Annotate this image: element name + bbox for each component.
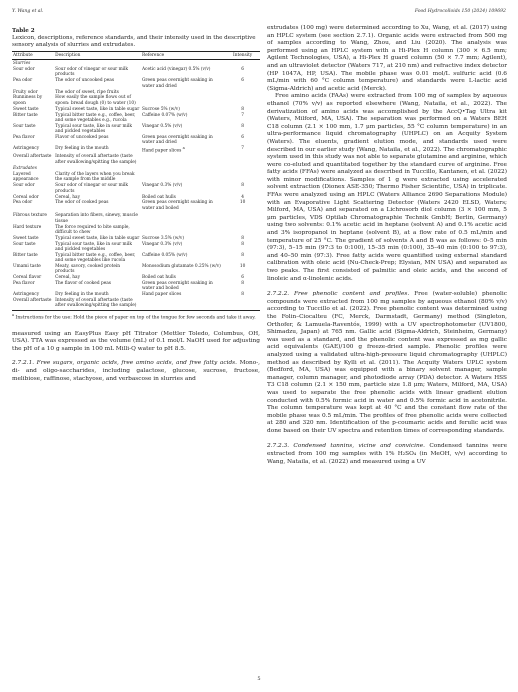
cell-reference: [141, 172, 225, 183]
cell-intensity: [225, 264, 260, 275]
table-row: [12, 183, 260, 194]
table-row: [12, 123, 260, 134]
cell-intensity: [225, 211, 260, 224]
left-column: [12, 28, 260, 383]
cell-description: [54, 298, 141, 311]
cell-reference: [141, 211, 225, 224]
table-section-row: [12, 60, 260, 67]
cell-reference-text: Green peas overnight soaking in water and boiled: [141, 200, 213, 211]
body-paragraph: measured using an EasyPlus Easy pH Titrator (Mettler Toledo, Columbus, OH, USA). TTA was expressed as the volume (mL) of 0.1 mol/L NaOH used for adjusting the pH of a 10 g sample in 100 mL Milli-Q water to pH 8.5.: [12, 330, 260, 352]
cell-intensity-text: 8: [241, 241, 244, 247]
cell-attribute: [12, 281, 54, 292]
cell-reference-text: Hand paper slices: [141, 148, 182, 154]
body-paragraph: extrudates (100 mg) were determined according to Xu, Wang, et al. (2017) using an HPLC system (see section 2.7.1). Organic acids were extracted from 500 mg of samples according to Wang, Zhou, and Liu (2020). The analysis was performed using an HPLC system with a Hi-Plex H column (300 × 6.5 mm; Agilent Technologies, USA), a Hi-Plex H guard column (50 × 7.7 mm; Agilent), and an ultraviolet detector (Waters 717, at 210 nm) and refractive index detector (HP 1047A, HP, USA). The mobile phase was 0.01 mol/L sulfuric acid (0.6 mL/min with 60 °C column temperature) and standards were L-lactic acid (Sigma-Aldrich) and acetic acid (Merck).: [267, 25, 507, 92]
page-number: 5: [257, 676, 261, 682]
table-section-label: Slurries: [13, 61, 31, 67]
cell-intensity-text: 7: [241, 146, 244, 152]
cell-description-text: Typical sweet taste, like in table sugar: [55, 235, 140, 241]
cell-attribute: [12, 135, 54, 146]
cell-description: [54, 172, 141, 183]
cell-intensity-text: 6: [241, 78, 244, 84]
cell-description-text: Cereal, hay: [55, 275, 81, 281]
cell-intensity-text: 6: [241, 275, 244, 281]
cell-reference: [141, 78, 225, 89]
cell-attribute-text: Pea flavor: [13, 134, 35, 140]
cell-intensity-text: 8: [241, 235, 244, 241]
cell-description: [54, 135, 141, 146]
cell-reference-text: Monosodium glutamate 0.25% (w/v): [141, 263, 221, 269]
cell-attribute: [12, 200, 54, 211]
cell-description-text: The odor of sweet, ripe fruits: [55, 89, 119, 95]
cell-reference: [141, 264, 225, 275]
cell-reference-text: Boiled oat hulls: [141, 194, 176, 200]
cell-description-text: How easily the sample flows out of spoon: bread dough (0) to water (10): [55, 95, 136, 106]
subsection-text: Mono-, di- and oligo-saccharides, including galactose, glucose, sucrose, fructose, melibiose, raffinose, stachyose, and verbascose in slurries and: [12, 360, 261, 382]
cell-description-text: Sour odor of vinegar or sour milk products: [55, 183, 129, 194]
column-header: Description: [54, 52, 141, 60]
table-row: [12, 135, 260, 146]
cell-attribute-text: Pea flavor: [13, 281, 35, 287]
cell-description-text: Dry feeling in the mouth: [55, 292, 109, 298]
cell-attribute: [12, 123, 54, 134]
cell-intensity: [225, 146, 260, 154]
cell-attribute-text: Cereal odor: [13, 194, 39, 200]
cell-reference-text: Vinegar 0.3% (v/v): [141, 183, 183, 189]
table-row: [12, 224, 260, 235]
cell-description: [54, 78, 141, 89]
cell-attribute: [12, 95, 54, 106]
cell-intensity-text: 8: [241, 106, 244, 112]
table-row: [12, 241, 260, 252]
cell-description: [54, 154, 141, 165]
column-header: Intensity: [225, 52, 260, 60]
cell-attribute-text: Sweet taste: [13, 106, 39, 112]
table-row: [12, 281, 260, 292]
cell-attribute-text: Umami taste: [13, 263, 41, 269]
cell-attribute-text: Bitter taste: [13, 112, 38, 118]
cell-description-text: The flavor of cooked peas: [55, 281, 112, 287]
cell-description: [54, 123, 141, 134]
cell-attribute-text: Sour odor: [13, 67, 35, 73]
cell-intensity-text: 6: [241, 67, 244, 73]
cell-attribute: [12, 298, 54, 311]
cell-description-text: Meaty, savory, cooked protein products: [55, 263, 121, 275]
cell-intensity: [225, 200, 260, 211]
cell-description-text: Flavor of uncooked peas: [55, 134, 109, 140]
cell-intensity-text: 8: [241, 281, 244, 287]
table-section-label: Extrudates: [13, 166, 37, 172]
header-authors: Y. Wang et al.: [12, 9, 44, 14]
table-row: [12, 146, 260, 154]
cell-description-text: Typical sweet taste, like in table sugar: [55, 106, 140, 112]
cell-reference: [141, 135, 225, 146]
cell-reference: [141, 281, 225, 292]
cell-reference: [141, 241, 225, 252]
cell-intensity: [225, 183, 260, 194]
cell-reference: [141, 146, 225, 154]
table-row: [12, 67, 260, 78]
cell-intensity: [225, 78, 260, 89]
table-caption: [12, 28, 260, 49]
cell-attribute: [12, 211, 54, 224]
cell-attribute: [12, 253, 54, 264]
cell-intensity: [225, 154, 260, 165]
cell-attribute: [12, 264, 54, 275]
cell-reference-text: Green peas overnight soaking in water and dried: [141, 78, 213, 89]
subsection-paragraph: [267, 443, 507, 466]
cell-intensity-text: 7: [241, 112, 244, 118]
cell-attribute: [12, 183, 54, 194]
cell-attribute: [12, 172, 54, 183]
cell-description-text: Typical bitter taste e.g., coffee, beer, and some vegetables like rucola: [55, 252, 136, 264]
cell-reference-text: Green peas overnight soaking in water and dried: [141, 134, 213, 146]
cell-attribute-text: Astringency: [13, 292, 40, 298]
cell-description-text: Typical sour taste, like in sour milk and pickled vegetables: [55, 123, 132, 135]
header-journal: Food Hydrocolloids 150 (2024) 109692: [414, 9, 506, 14]
cell-attribute-text: Overall aftertaste: [13, 154, 52, 160]
cell-attribute-text: Sour taste: [13, 123, 36, 129]
cell-reference-text: Green peas overnight soaking in water and boiled: [141, 281, 213, 292]
cell-intensity: [225, 298, 260, 311]
cell-description-text: The odor of cooked peas: [55, 200, 109, 206]
cell-reference: [141, 298, 225, 311]
cell-description: [54, 241, 141, 252]
cell-description: [54, 112, 141, 123]
cell-description-text: Cereal, hay: [55, 194, 81, 200]
cell-description-text: Typical bitter taste e.g., coffee, beer, and some vegetables e.g., rucola: [55, 112, 136, 123]
cell-attribute-text: Fibrous texture: [13, 213, 47, 219]
cell-reference-text: Sucrose 3.5% (w/v): [141, 235, 185, 241]
cell-attribute-text: Bitter taste: [13, 252, 38, 258]
column-header: Attribute: [12, 52, 54, 60]
cell-reference-text: Vinegar 0.5% (v/v): [141, 123, 183, 129]
cell-attribute-text: Pea odor: [13, 78, 33, 84]
cell-intensity: [225, 123, 260, 134]
table-row: [12, 172, 260, 183]
cell-intensity: [225, 112, 260, 123]
cell-intensity: [225, 253, 260, 264]
cell-intensity-text: 10: [239, 200, 246, 206]
cell-attribute-text: Fruity odor: [13, 89, 38, 95]
subsection-heading: 2.7.2.3. Condensed tannins, vicine and convicine.: [267, 443, 425, 450]
cell-description-text: Intensity of overall aftertaste (taste after swallowing/spitting the sample): [55, 154, 137, 165]
footnote-text: Instructions for the use: Hold the piece of paper on top of the tongue for few seconds and take it away.: [15, 315, 256, 321]
cell-description: [54, 200, 141, 211]
subsection-heading: 2.7.2.2. Free phenolic content and profiles.: [267, 291, 410, 298]
subsection-paragraph: [267, 291, 507, 435]
cell-description: [54, 95, 141, 106]
cell-attribute: [12, 224, 54, 235]
cell-description: [54, 183, 141, 194]
cell-attribute-text: Sweet taste: [13, 235, 39, 241]
cell-reference-text: Boiled oat hulls: [141, 275, 176, 281]
cell-attribute-text: Sour taste: [13, 241, 36, 247]
table-footnote: [12, 313, 260, 321]
cell-intensity: [225, 172, 260, 183]
cell-reference: [141, 67, 225, 78]
cell-attribute-text: Overall aftertaste: [13, 298, 52, 304]
cell-reference: [141, 154, 225, 165]
cell-intensity-text: 10: [239, 263, 246, 269]
cell-description: [54, 235, 141, 241]
cell-attribute-text: Layered appearance: [13, 172, 39, 183]
cell-reference: [141, 95, 225, 106]
cell-description: [54, 146, 141, 154]
cell-attribute-text: Cereal flavor: [13, 275, 42, 281]
cell-attribute-text: Sour odor: [13, 183, 35, 189]
table-row: [12, 154, 260, 165]
sensory-lexicon-table: [12, 51, 260, 311]
cell-attribute-text: Pea odor: [13, 200, 33, 206]
table-row: [12, 78, 260, 89]
cell-description: [54, 264, 141, 275]
cell-attribute: [12, 67, 54, 78]
cell-description-text: The force required to bite sample, difficult to chew: [55, 224, 130, 235]
table-header-row: [12, 52, 260, 60]
cell-attribute: [12, 146, 54, 154]
cell-description-text: Dry feeling in the mouth: [55, 146, 109, 152]
cell-reference: [141, 253, 225, 264]
cell-description: [54, 211, 141, 224]
cell-description-text: Intensity of overall aftertaste (taste after swallowing/spitting the sample): [55, 298, 137, 309]
table-row: [12, 112, 260, 123]
table-caption-text: Lexicon, descriptions, reference standards, and their intensity used in the descriptive sensory analysis of slurries and extrudates.: [12, 35, 256, 48]
cell-intensity-text: 8: [241, 252, 244, 258]
cell-intensity: [225, 95, 260, 106]
cell-intensity-text: 8: [241, 183, 244, 189]
cell-intensity: [225, 67, 260, 78]
cell-attribute: [12, 154, 54, 165]
table-label: Table 2: [12, 28, 35, 34]
cell-attribute: [12, 78, 54, 89]
subsection-text: Condensed tannins were extracted from 100 mg samples with 1% H₂SO₄ (in MeOH, v/v) according to Wang, Nataila, et al. (2022) and measured using a UV: [267, 443, 507, 465]
cell-reference: [141, 183, 225, 194]
cell-reference-text: Acetic acid (vinegar) 0.5% (v/v): [141, 67, 211, 73]
cell-reference-text: Caffeine 0.05% (w/v): [141, 252, 188, 258]
running-header: [12, 9, 506, 17]
cell-reference-text: Caffeine 0.07% (w/v): [141, 112, 188, 118]
cell-reference: [141, 224, 225, 235]
cell-reference-text: Vinegar 0.3% (v/v): [141, 241, 183, 247]
cell-attribute-text: Astringency: [13, 146, 40, 152]
cell-attribute: [12, 241, 54, 252]
cell-description-text: Sour odor of vinegar or sour milk products: [55, 67, 129, 78]
table-row: [12, 298, 260, 311]
cell-description-text: Separation into fibers, sinewy, muscle tissue: [55, 213, 138, 224]
body-paragraph: Free amino acids (FAAs) were extracted from 100 mg of samples by aqueous ethanol (70% v/v) as reported elsewhere (Wang, Nataila, et al., 2022). The derivatization of amino acids was accomplished by the AccQ•Tag Ultra kit (Waters, Milford, MA, USA). The separation was performed on a Waters BEH C18 column (2.1 × 100 mm, 1.7 μm particles, 55 °C column temperature) in an ultra-performance liquid chromatography (UHPLC) on an Acquity System (Waters). The eluents, gradient elution mode, and standards used were described in our earlier study (Wang, Nataila, et al., 2022). The chromatographic system used in this study was not able to separate glutamine and arginine, which were co-eluted and quantitated together by the standard curve of arginine. Free fatty acids (FFAs) were analyzed as described in Tuccillo, Kantanen, et al. (2022) with minor modifications. Samples of 1 g were extracted using accelerated solvent extraction (Dionex ASE-350; Thermo Fisher Scientific, USA) in triplicate. FFAs were analyzed using an HPLC (Waters Alliance 2690 Separations Module) with an Evaporative Light Scattering Detector (Waters 2420 ELSD, Waters; Milford, MA, USA) and separated on a Lichrosorb diol column (3 × 100 mm, 5 μm particles, VDS Optilab Chromatographie Technik GmbH; Berlin, Germany) using two solvents: 0.1% acetic acid in heptane (solvent A) and 0.1% acetic acid and 3% isopropanol in heptane (solvent B), at a flow rate of 0.5 mL/min and temperature of 25 °C. The gradient of solvents A and B was as follows: 0–5 min (97:3), 5–15 min (97:3 to 0:100), 15–35 min (0:100), 35–40 min (0:100 to 97:3), and 40–50 min (97:3). Free fatty acids were quantified using external standard calibration with oleic acid (Nu-Check-Prep; Elysian, MN USA) and separated as two peaks. The first consisted of palmitic and oleic acids, and the second of linoleic and α-linolenic acids.: [267, 93, 507, 282]
cell-reference-text: Sucrose 5% (w/v): [141, 106, 180, 112]
cell-intensity-text: 4: [241, 194, 244, 200]
cell-description: [54, 224, 141, 235]
right-column: [267, 25, 507, 466]
cell-intensity-text: 8: [241, 292, 244, 298]
cell-intensity: [225, 135, 260, 146]
cell-intensity-text: 8: [241, 123, 244, 129]
footnote-mark: a: [182, 146, 185, 151]
cell-intensity: [225, 241, 260, 252]
subsection-heading: 2.7.2.1. Free sugars, organic acids, free amino acids, and free fatty acids.: [12, 360, 237, 367]
cell-intensity: [225, 224, 260, 235]
cell-attribute-text: Runniness by spoon: [13, 95, 43, 106]
cell-intensity: [225, 281, 260, 292]
subsection-paragraph: [12, 360, 260, 383]
cell-description: [54, 253, 141, 264]
table-section-row: [12, 165, 260, 172]
cell-reference: [141, 200, 225, 211]
cell-description: [54, 281, 141, 292]
cell-reference-text: Hand paper slices: [141, 292, 182, 298]
cell-reference: [141, 123, 225, 134]
cell-description-text: Typical sour taste, like in sour milk and pickled vegetables: [55, 241, 132, 252]
table-row: [12, 95, 260, 106]
cell-description: [54, 106, 141, 112]
cell-attribute-text: Hard texture: [13, 224, 42, 230]
table-row: [12, 200, 260, 211]
column-header: Reference: [141, 52, 225, 60]
table-row: [12, 264, 260, 275]
table-row: [12, 211, 260, 224]
cell-reference: [141, 112, 225, 123]
table-row: [12, 253, 260, 264]
cell-description-text: The odor of uncooked peas: [55, 78, 115, 84]
footnote-mark: a: [12, 313, 15, 318]
cell-description: [54, 67, 141, 78]
cell-description-text: Clarity of the layers when you break the sample from the middle: [55, 172, 135, 183]
cell-attribute: [12, 112, 54, 123]
subsection-text: Free (water-soluble) phenolic compounds were extracted from 100 mg samples by aqueous ethanol (80% v/v) according to Tuccillo et al. (2022). Free phenolic content was determined using the Folin–Ciocalteu (FC, Merck, Darmstadt, Germany) method (Singleton, Orthofer, & Lamuela-Raventós, 1999) with a UV spectrophotometer (UV1800, Shimadzu, Japan) at 765 nm. Gallic acid (Sigma-Aldrich, Steinheim, Germany) was used as a standard, and the phenolic content was expressed as mg gallic acid equivalents (GAE)/100 g freeze-dried sample. Phenolic profiles were analyzed using a validated ultra-high-pressure liquid chromatography (UHPLC) method as described by Kylli et al. (2011). The Acquity Waters UPLC system (Bedford, MA, USA) was equipped with a binary solvent manager, sample manager, column manager, and photodiode array (PDA) detector. A Waters HSS T3 C18 column (2.1 × 150 mm, particle size 1.8 μm; Waters, Milford, MA, USA) was used to separate the free phenolic acids with linear gradient elution conducted with 0.5% formic acid in water and 0.5% formic acid in acetonitrile. The column temperature was kept at 40 °C and the constant flow rate of the mobile phase was 0.5 mL/min. The profiles of free phenolic acids were collected at 280 and 320 nm. Identification of the p-coumaric acids and ferulic acid was done based on their UV spectra and retention times of corresponding standards.: [267, 291, 508, 434]
cell-intensity-text: 6: [241, 134, 244, 140]
